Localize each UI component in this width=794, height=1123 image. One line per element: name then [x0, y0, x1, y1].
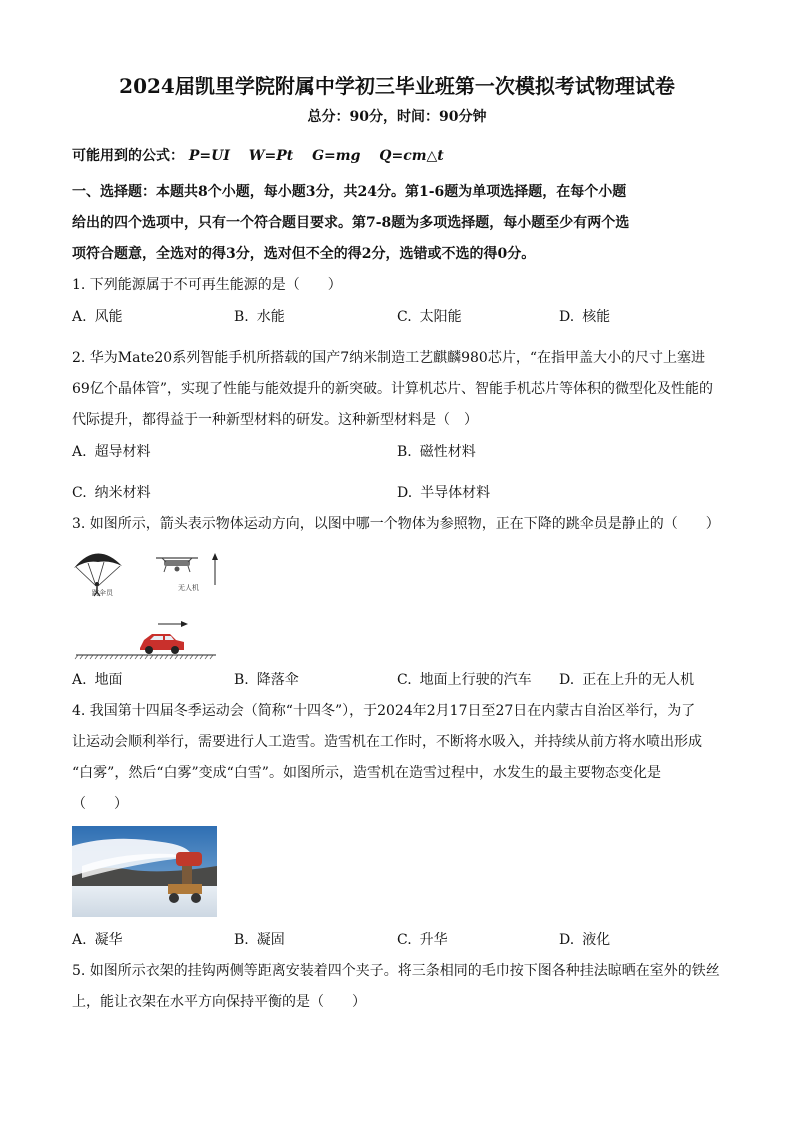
q2-option-c: C. 纳米材料 [72, 485, 151, 501]
q3-option-a: A. 地面 [72, 672, 123, 688]
q4-option-d: D. 液化 [559, 932, 611, 948]
q1-stem: 1. 下列能源属于不可再生能源的是（ ） [72, 277, 342, 293]
q4-option-c: C. 升华 [397, 932, 448, 948]
q3-option-c: C. 地面上行驶的汽车 [397, 672, 532, 688]
drone-icon [156, 558, 198, 572]
q1-option-d: D. 核能 [559, 309, 611, 325]
q2-stem-line-1: 2. 华为Mate20系列智能手机所搭载的国产7纳米制造工艺麒麟980芯片，“在指甲盖大小的尺寸上塞进 [72, 350, 705, 366]
parachutist-label: 跳伞员 [92, 589, 113, 597]
q2-option-b: B. 磁性材料 [397, 444, 476, 460]
q2-stem-line-3: 代际提升，都得益于一种新型材料的研发。这种新型材料是（ ） [72, 412, 478, 428]
formula-4: Q=cm△t [379, 148, 444, 164]
section-heading-line-1: 一、选择题：本题共8个小题，每小题3分，共24分。第1-6题为单项选择题，在每个小题 [72, 184, 627, 200]
formula-label: 可能用到的公式： [72, 148, 184, 164]
q5-stem-line-2: 上，能让衣架在水平方向保持平衡的是（ ） [72, 994, 366, 1010]
q5-stem-line-1: 5. 如图所示衣架的挂钩两侧等距离安装着四个夹子。将三条相同的毛巾按下图各种挂法晾晒在室外的铁丝 [72, 963, 720, 979]
q3-figure [70, 540, 220, 662]
q3-option-b: B. 降落伞 [234, 672, 299, 688]
q2-stem-line-2: 69亿个晶体管”，实现了性能与能效提升的新突破。计算机芯片、智能手机芯片等体积的微型化及性能的 [72, 381, 713, 397]
q1-option-c: C. 太阳能 [397, 309, 462, 325]
q2-option-d: D. 半导体材料 [397, 485, 491, 501]
parachutist-icon [95, 582, 99, 586]
formula-2: W=Pt [248, 148, 294, 164]
exam-subtitle: 总分：90分，时间：90分钟 [307, 109, 487, 125]
formula-line [72, 146, 458, 166]
ground-hatch [75, 655, 213, 659]
q4-stem-line-1: 4. 我国第十四届冬季运动会（简称“十四冬”），于2024年2月17日至27日在内蒙古自治区举行，为了 [72, 703, 696, 719]
q4-stem-line-4: （ ） [72, 796, 128, 812]
exam-title: 2024届凯里学院附属中学初三毕业班第一次模拟考试物理试卷 [119, 74, 675, 98]
formula-3: G=mg [312, 148, 361, 164]
drone-label: 无人机 [178, 584, 199, 592]
section-heading-line-2: 给出的四个选项中，只有一个符合题目要求。第7-8题为多项选择题，每小题至少有两个选 [72, 215, 630, 231]
car-icon [140, 634, 184, 654]
formula-1: P=UI [188, 148, 230, 164]
q4-option-b: B. 凝固 [234, 932, 285, 948]
q3-stem: 3. 如图所示，箭头表示物体运动方向，以图中哪一个物体为参照物，正在下降的跳伞员是静止的（ ） [72, 516, 720, 532]
q4-stem-line-3: “白雾”，然后“白雾”变成“白雪”。如图所示，造雪机在造雪过程中，水发生的最主要物态变化是 [72, 765, 661, 781]
q1-option-a: A. 风能 [72, 309, 123, 325]
q4-stem-line-2: 让运动会顺利举行，需要进行人工造雪。造雪机在工作时，不断将水吸入，并持续从前方将水喷出形成 [72, 734, 702, 750]
parachute-canopy [74, 553, 122, 568]
q1-option-b: B. 水能 [234, 309, 285, 325]
q2-option-a: A. 超导材料 [72, 444, 151, 460]
q4-option-a: A. 凝华 [72, 932, 123, 948]
snow-machine-photo [72, 826, 217, 917]
section-heading-line-3: 项符合题意，全选对的得3分，选对但不全的得2分，选错或不选的得0分。 [72, 246, 536, 262]
q3-option-d: D. 正在上升的无人机 [559, 672, 695, 688]
